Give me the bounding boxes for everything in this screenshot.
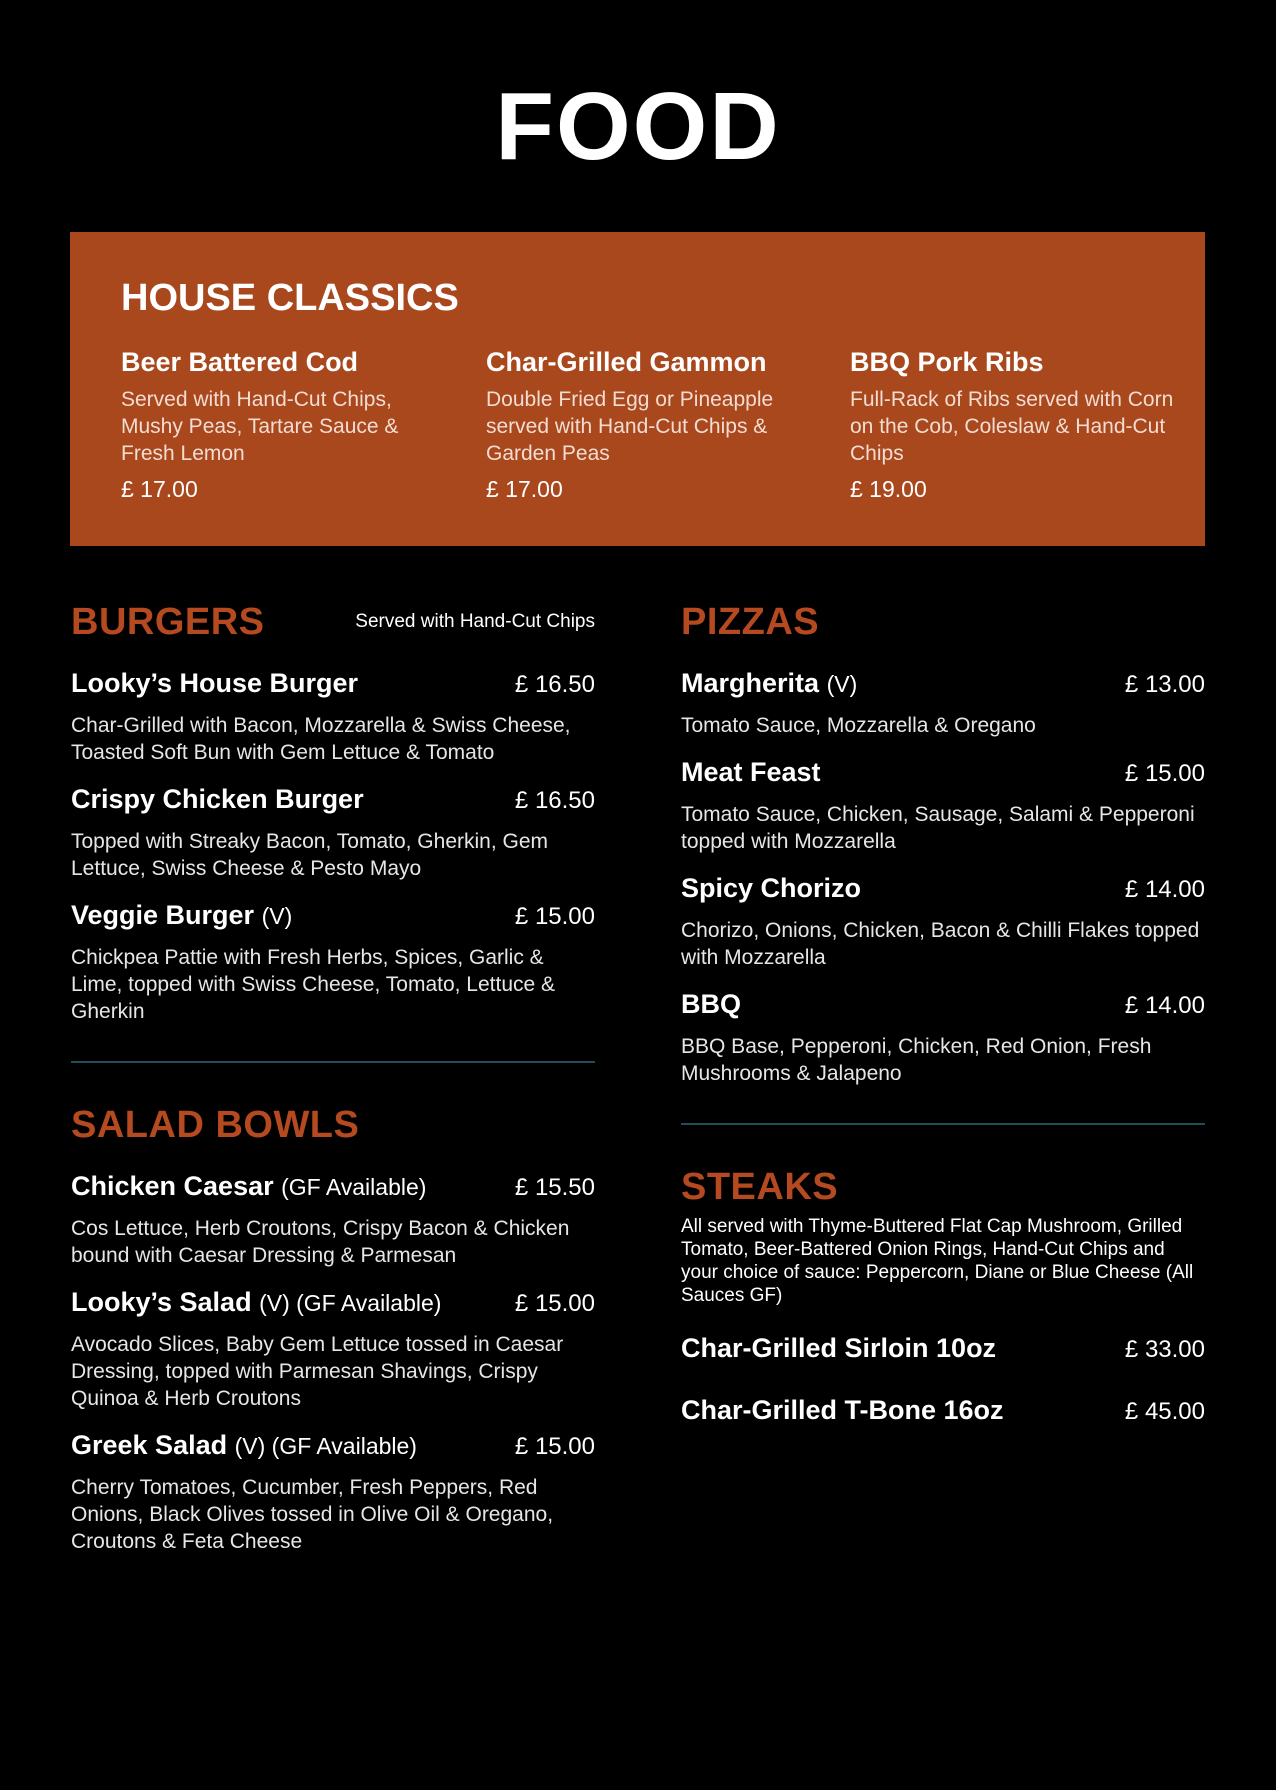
- menu-item-name-text: Margherita: [681, 668, 820, 698]
- menu-item-name-text: Looky’s House Burger: [71, 668, 359, 698]
- menu-item-price: £ 15.00: [1124, 760, 1205, 787]
- right-column: [681, 600, 1205, 1429]
- salad-bowls-header: [71, 1103, 595, 1147]
- menu-item-price: £ 15.00: [514, 1290, 595, 1317]
- menu-item: [71, 898, 595, 1025]
- menu-item-tag: (V) (GF Available): [234, 1433, 417, 1459]
- menu-item-name-text: Spicy Chorizo: [681, 873, 862, 903]
- menu-item-desc: Chickpea Pattie with Fresh Herbs, Spices, Garlic & Lime, topped with Swiss Cheese, Tomato, Lettuce & Gherkin: [71, 946, 556, 1023]
- menu-item-name: [681, 755, 821, 789]
- menu-item: [681, 666, 1205, 739]
- menu-item-name-text: Char-Grilled T-Bone 16oz: [681, 1395, 1004, 1425]
- menu-item-name-text: Greek Salad: [71, 1430, 228, 1460]
- menu-item-name: [681, 1393, 1004, 1427]
- menu-item: [681, 755, 1205, 855]
- menu-item-tag: (GF Available): [281, 1174, 427, 1200]
- menu-item-name-text: Char-Grilled Sirloin 10oz: [681, 1333, 997, 1363]
- house-item-desc: Served with Hand-Cut Chips, Mushy Peas, Tartare Sauce & Fresh Lemon: [121, 388, 399, 465]
- house-classics-panel: [70, 232, 1205, 546]
- house-item-price: £ 17.00: [486, 476, 563, 502]
- menu-item-desc: BBQ Base, Pepperoni, Chicken, Red Onion, Fresh Mushrooms & Jalapeno: [681, 1035, 1152, 1085]
- menu-item-name: [681, 666, 857, 701]
- menu-item-price: £ 15.50: [514, 1174, 595, 1201]
- menu-item-name: [681, 987, 741, 1021]
- menu-item: [681, 987, 1205, 1087]
- house-item-name: Char-Grilled Gammon: [486, 347, 767, 377]
- menu-item-name-text: BBQ: [681, 989, 741, 1019]
- menu-item: [71, 1169, 595, 1269]
- house-item-desc: Double Fried Egg or Pineapple served with Hand-Cut Chips & Garden Peas: [486, 388, 774, 465]
- section-divider: [681, 1123, 1205, 1125]
- menu-item-desc: Cos Lettuce, Herb Croutons, Crispy Bacon & Chicken bound with Caesar Dressing & Parmesan: [71, 1217, 570, 1267]
- menu-item-desc: Tomato Sauce, Mozzarella & Oregano: [681, 714, 1036, 737]
- menu-item-price: £ 45.00: [1124, 1398, 1205, 1425]
- pizzas-header: [681, 600, 1205, 644]
- pizzas-title: PIZZAS: [681, 601, 820, 643]
- burgers-title: BURGERS: [71, 601, 265, 643]
- menu-item-name-text: Veggie Burger: [71, 900, 255, 930]
- menu-item: [71, 1428, 595, 1555]
- house-item-price: £ 19.00: [850, 476, 927, 502]
- menu-item-name: [71, 1428, 417, 1463]
- menu-item-name: [71, 666, 358, 700]
- menu-item: [71, 1285, 595, 1412]
- house-classics-title: HOUSE CLASSICS: [121, 277, 459, 319]
- menu-item: [681, 1331, 1205, 1367]
- menu-item: [71, 782, 595, 882]
- menu-item-desc: Char-Grilled with Bacon, Mozzarella & Swiss Cheese, Toasted Soft Bun with Gem Lettuce & Tomato: [71, 714, 571, 764]
- steaks-header: [681, 1165, 1205, 1209]
- burgers-header: [71, 600, 595, 644]
- steaks-intro: All served with Thyme-Buttered Flat Cap Mushroom, Grilled Tomato, Beer-Battered Onion Rings, Hand-Cut Chips and your choice of sauce: Peppercorn, Diane or Blue Cheese (All Sauces GF): [681, 1216, 1194, 1306]
- steaks-title: STEAKS: [681, 1166, 839, 1208]
- house-item-name: BBQ Pork Ribs: [850, 347, 1044, 377]
- menu-item-name-text: Crispy Chicken Burger: [71, 784, 364, 814]
- menu-item-name: [681, 871, 861, 905]
- menu-item-tag: (V): [826, 671, 858, 697]
- page-title: FOOD: [495, 73, 781, 180]
- menu-item: [681, 871, 1205, 971]
- menu-item-name-text: Looky’s Salad: [71, 1287, 252, 1317]
- menu-item: [681, 1393, 1205, 1429]
- menu-item-price: £ 16.50: [514, 787, 595, 814]
- menu-item-price: £ 15.00: [514, 1433, 595, 1460]
- house-item-price: £ 17.00: [121, 476, 198, 502]
- menu-item-desc: Tomato Sauce, Chicken, Sausage, Salami & Pepperoni topped with Mozzarella: [681, 803, 1195, 853]
- menu-item-price: £ 14.00: [1124, 992, 1205, 1019]
- menu-item-tag: (V): [261, 903, 293, 929]
- burgers-note: Served with Hand-Cut Chips: [355, 611, 595, 632]
- house-item: [850, 346, 1180, 503]
- menu-item-desc: Topped with Streaky Bacon, Tomato, Gherkin, Gem Lettuce, Swiss Cheese & Pesto Mayo: [71, 830, 549, 880]
- menu-item-price: £ 15.00: [514, 903, 595, 930]
- house-item-desc: Full-Rack of Ribs served with Corn on the Cob, Coleslaw & Hand-Cut Chips: [850, 388, 1174, 465]
- menu-item-name: [71, 1169, 426, 1204]
- menu-item-price: £ 14.00: [1124, 876, 1205, 903]
- menu-item: [71, 666, 595, 766]
- menu-item-name-text: Chicken Caesar: [71, 1171, 274, 1201]
- menu-item-name: [681, 1331, 996, 1365]
- menu-item-price: £ 33.00: [1124, 1336, 1205, 1363]
- salad-bowls-title: SALAD BOWLS: [71, 1104, 360, 1146]
- menu-item-name: [71, 898, 292, 933]
- house-item: [121, 346, 451, 503]
- menu-item-desc: Avocado Slices, Baby Gem Lettuce tossed in Caesar Dressing, topped with Parmesan Shavings, Crispy Quinoa & Herb Croutons: [71, 1333, 564, 1410]
- menu-item-desc: Cherry Tomatoes, Cucumber, Fresh Peppers, Red Onions, Black Olives tossed in Olive Oil & Oregano, Croutons & Feta Cheese: [71, 1476, 554, 1553]
- house-item-name: Beer Battered Cod: [121, 347, 359, 377]
- menu-item-name: [71, 782, 364, 816]
- menu-item-desc: Chorizo, Onions, Chicken, Bacon & Chilli Flakes topped with Mozzarella: [681, 919, 1200, 969]
- left-column: [71, 600, 595, 1555]
- menu-item-tag: (V) (GF Available): [259, 1290, 442, 1316]
- menu-item-name: [71, 1285, 441, 1320]
- menu-item-price: £ 16.50: [514, 671, 595, 698]
- menu-item-name-text: Meat Feast: [681, 757, 821, 787]
- menu-item-price: £ 13.00: [1124, 671, 1205, 698]
- house-item: [486, 346, 816, 503]
- section-divider: [71, 1061, 595, 1063]
